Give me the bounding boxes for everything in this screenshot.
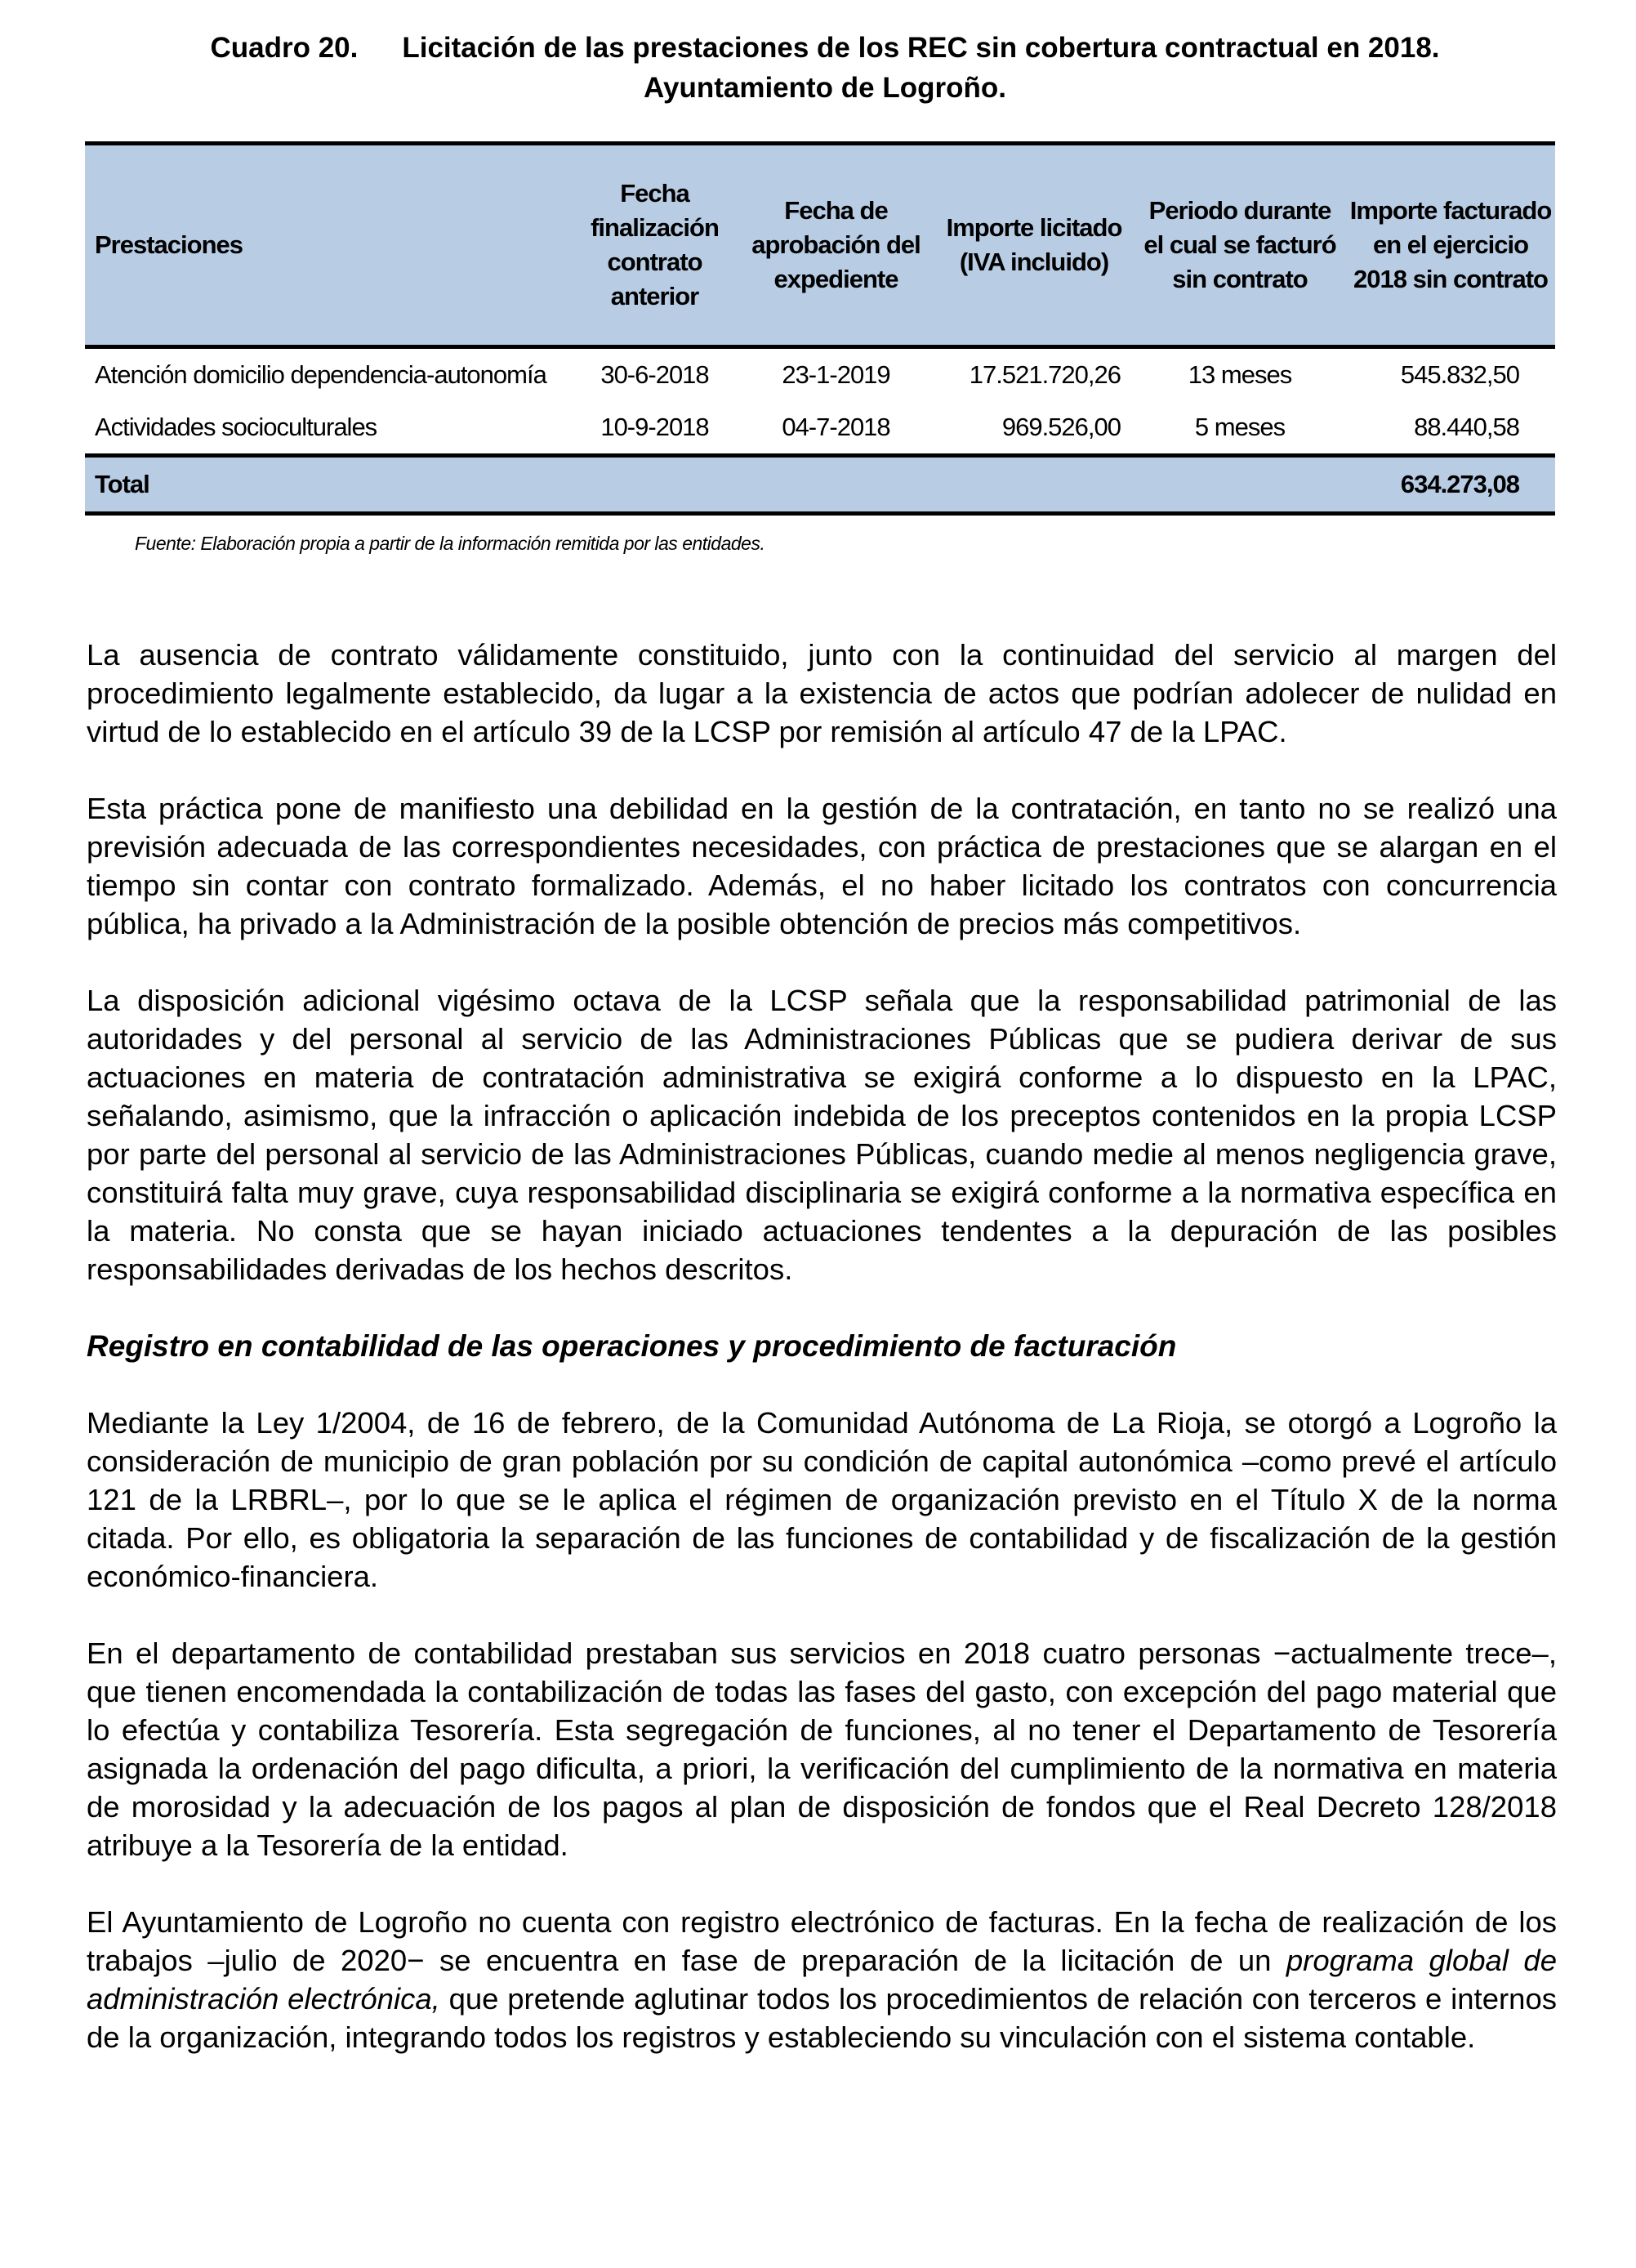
paragraph: En el departamento de contabilidad prestaban sus servicios en 2018 cuatro personas −actualmente trece–, que tienen encomendada la contabilización de todas las fases del gasto, con excepción del pago material que lo efectúa y contabiliza Tesorería. Esta segregación de funciones, al no tener el Departamento de Tesorería asignada la ordenación del pago dificulta, a priori, la verificación del cumplimiento de la normativa en materia de morosidad y la adecuación de los pagos al plan de disposición de fondos que el Real Decreto 128/2018 atribuye a la Tesorería de la entidad.	[87, 1636, 1557, 1862]
paragraph	[87, 1903, 1557, 2056]
table-cell: 23-1-2019	[782, 360, 890, 389]
table-row	[85, 401, 1555, 456]
table-cell: 545.832,50	[1400, 360, 1519, 389]
table-cell: 10-9-2018	[600, 413, 709, 441]
table-total-row	[85, 456, 1555, 514]
paragraph: La ausencia de contrato válidamente constituido, junto con la continuidad del servicio al margen del procedimiento legalmente establecido, da lugar a la existencia de actos que podrían adolecer de nulidad en virtud de lo establecido en el artículo 39 de la LCSP por remisión al artículo 47 de la LPAC.	[87, 638, 1557, 748]
table-header-row	[85, 144, 1555, 347]
source-note: Fuente: Elaboración propia a partir de la información remitida por las entidades.	[135, 533, 765, 554]
caption-title-line2: Ayuntamiento de Logroño.	[644, 72, 1006, 104]
section-heading: Registro en contabilidad de las operaciones y procedimiento de facturación	[87, 1329, 1177, 1363]
total-label: Total	[85, 456, 572, 514]
paragraph-text: que pretende aglutinar todos los procedimientos de relación con terceros e internos de la organización, integrando todos los registros y estableciendo su vinculación con el sistema contable.	[87, 1982, 1557, 2054]
column-header: Importe licitado (IVA incluido)	[934, 144, 1134, 347]
column-header: Importe facturado en el ejercicio 2018 sin contrato	[1346, 144, 1555, 347]
table-cell: 5 meses	[1194, 413, 1286, 441]
table-caption	[82, 28, 1568, 108]
table-cell: Atención domicilio dependencia-autonomía	[95, 360, 546, 389]
table-cell: 13 meses	[1188, 360, 1292, 389]
column-header: Fecha finalización contrato anterior	[572, 144, 738, 347]
column-header: Prestaciones	[85, 144, 572, 347]
table-row	[85, 347, 1555, 402]
table-cell: Actividades socioculturales	[95, 413, 377, 441]
column-header: Periodo durante el cual se facturó sin contrato	[1134, 144, 1346, 347]
paragraph-emphasis: programa global de administración electrónica,	[87, 1944, 1557, 2016]
paragraph: Esta práctica pone de manifiesto una debilidad en la gestión de la contratación, en tanto no se realizó una previsión adecuada de las correspondientes necesidades, con práctica de prestaciones que se alargan en el tiempo sin contar con contrato formalizado. Además, el no haber licitado los contratos con concurrencia pública, ha privado a la Administración de la posible obtención de precios más competitivos.	[87, 792, 1557, 940]
caption-title-line1: Licitación de las prestaciones de los REC sin cobertura contractual en 2018.	[402, 32, 1440, 64]
table-cell: 04-7-2018	[782, 413, 890, 441]
paragraph: La disposición adicional vigésimo octava de la LCSP señala que la responsabilidad patrimonial de las autoridades y del personal al servicio de las Administraciones Públicas que se pudiera derivar de sus actuaciones en materia de contratación administrativa se exigirá conforme a lo dispuesto en la LPAC, señalando, asimismo, que la infracción o aplicación indebida de los preceptos contenidos en la propia LCSP por parte del personal al servicio de las Administraciones Públicas, cuando medie al menos negligencia grave, constituirá falta muy grave, cuya responsabilidad disciplinaria se exigirá conforme a la normativa específica en la materia. No consta que se hayan iniciado actuaciones tendentes a la depuración de las posibles responsabilidades derivadas de los hechos descritos.	[87, 984, 1557, 1286]
table-cell: 17.521.720,26	[969, 360, 1121, 389]
table-cell: 30-6-2018	[600, 360, 709, 389]
paragraph-text: El Ayuntamiento de Logroño no cuenta con registro electrónico de facturas. En la fecha de realización de los trabajos –julio de 2020− se encuentra en fase de preparación de la licitación de un	[87, 1905, 1557, 1977]
paragraph: Mediante la Ley 1/2004, de 16 de febrero, de la Comunidad Autónoma de La Rioja, se otorgó a Logroño la consideración de municipio de gran población por su condición de capital autonómica –como prevé el artículo 121 de la LRBRL–, por lo que se le aplica el régimen de organización previsto en el Título X de la norma citada. Por ello, es obligatoria la separación de las funciones de contabilidad y de fiscalización de la gestión económico-financiera.	[87, 1406, 1557, 1593]
total-value: 634.273,08	[1346, 456, 1555, 514]
column-header: Fecha de aprobación del expediente	[738, 144, 934, 347]
body-text	[87, 636, 1557, 2095]
caption-number: Cuadro 20.	[210, 32, 359, 64]
table-cell: 969.526,00	[1001, 413, 1121, 441]
data-table	[85, 141, 1555, 516]
table-cell: 88.440,58	[1414, 413, 1519, 441]
